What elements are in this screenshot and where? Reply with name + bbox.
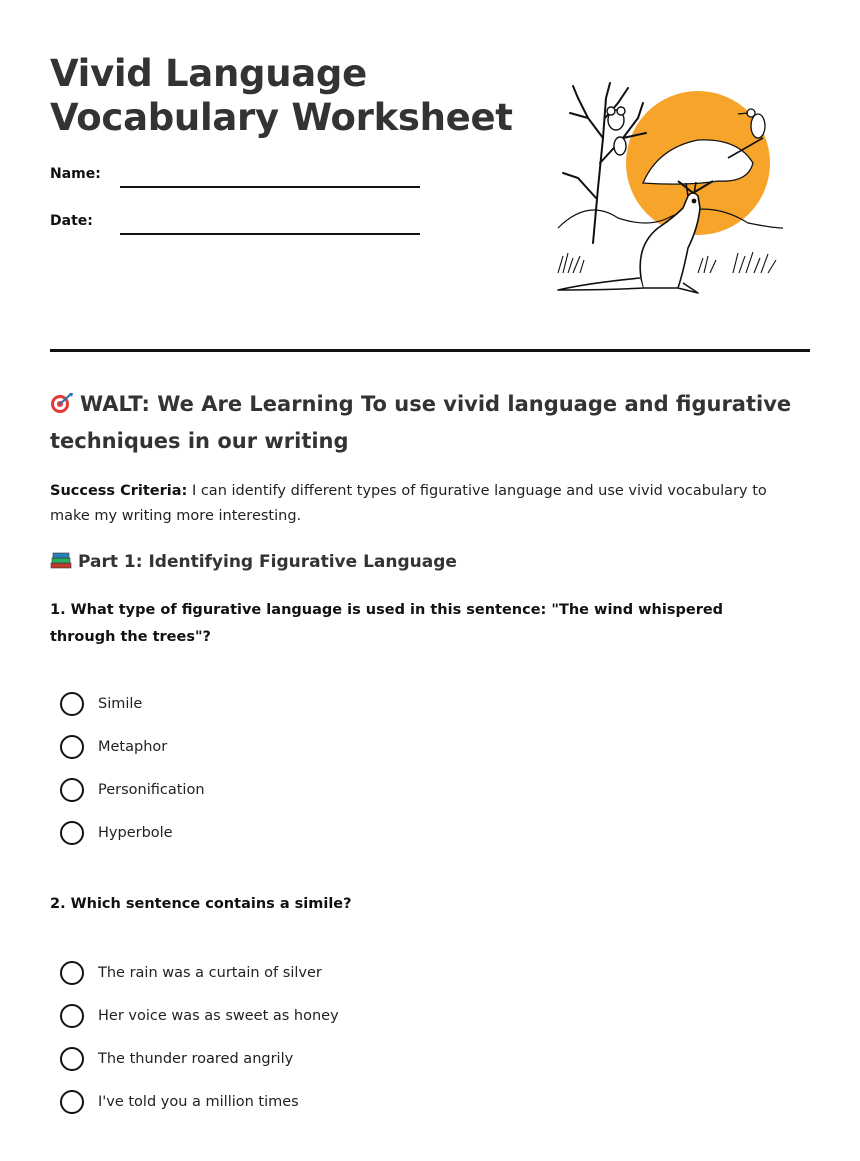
walt-text: WALT: We Are Learning To use vivid language and figurative techniques in our writing <box>50 392 792 453</box>
page-title <box>50 52 513 140</box>
radio-circle-icon[interactable] <box>60 735 84 759</box>
option-label: The thunder roared angrily <box>98 1051 294 1067</box>
radio-circle-icon[interactable] <box>60 1004 84 1028</box>
walt-heading <box>50 386 810 460</box>
question-2: 2. Which sentence contains a simile? <box>50 896 352 912</box>
radio-circle-icon[interactable] <box>60 961 84 985</box>
name-field[interactable] <box>120 186 420 188</box>
question-1: 1. What type of figurative language is used in this sentence: "The wind whispered through the trees"? <box>50 602 724 645</box>
option-label: Metaphor <box>98 739 168 755</box>
radio-circle-icon[interactable] <box>60 778 84 802</box>
option-label: The rain was a curtain of silver <box>98 965 322 981</box>
option-label: Hyperbole <box>98 825 173 841</box>
radio-circle-icon[interactable] <box>60 1090 84 1114</box>
q2-option-2[interactable] <box>60 1003 339 1029</box>
date-field[interactable] <box>120 233 420 235</box>
success-criteria <box>50 479 810 529</box>
date-label: Date: <box>50 213 93 229</box>
option-label: Her voice was as sweet as honey <box>98 1008 339 1024</box>
name-label: Name: <box>50 166 101 182</box>
q2-option-3[interactable] <box>60 1046 293 1072</box>
q1-option-personification[interactable] <box>60 777 205 803</box>
part-1-heading <box>50 550 457 572</box>
success-criteria-text: I can identify different types of figurative language and use vivid vocabulary to make my writing more interesting. <box>50 483 767 524</box>
q1-option-hyperbole[interactable] <box>60 820 173 846</box>
target-icon <box>50 392 74 414</box>
success-criteria-label: Success Criteria: <box>50 483 188 499</box>
section-divider <box>50 349 810 352</box>
title-line-2: Vocabulary Worksheet <box>50 96 513 139</box>
option-label: Simile <box>98 696 143 712</box>
option-label: I've told you a million times <box>98 1094 299 1110</box>
q2-option-1[interactable] <box>60 960 322 986</box>
part-1-heading-text: Part 1: Identifying Figurative Language <box>78 552 457 572</box>
q1-option-metaphor[interactable] <box>60 734 167 760</box>
title-line-1: Vivid Language <box>50 52 367 95</box>
q2-option-4[interactable] <box>60 1089 299 1115</box>
radio-circle-icon[interactable] <box>60 692 84 716</box>
option-label: Personification <box>98 782 205 798</box>
radio-circle-icon[interactable] <box>60 1047 84 1071</box>
books-icon <box>50 550 72 570</box>
outback-scene-icon <box>548 78 788 308</box>
q1-option-simile[interactable] <box>60 691 142 717</box>
radio-circle-icon[interactable] <box>60 821 84 845</box>
